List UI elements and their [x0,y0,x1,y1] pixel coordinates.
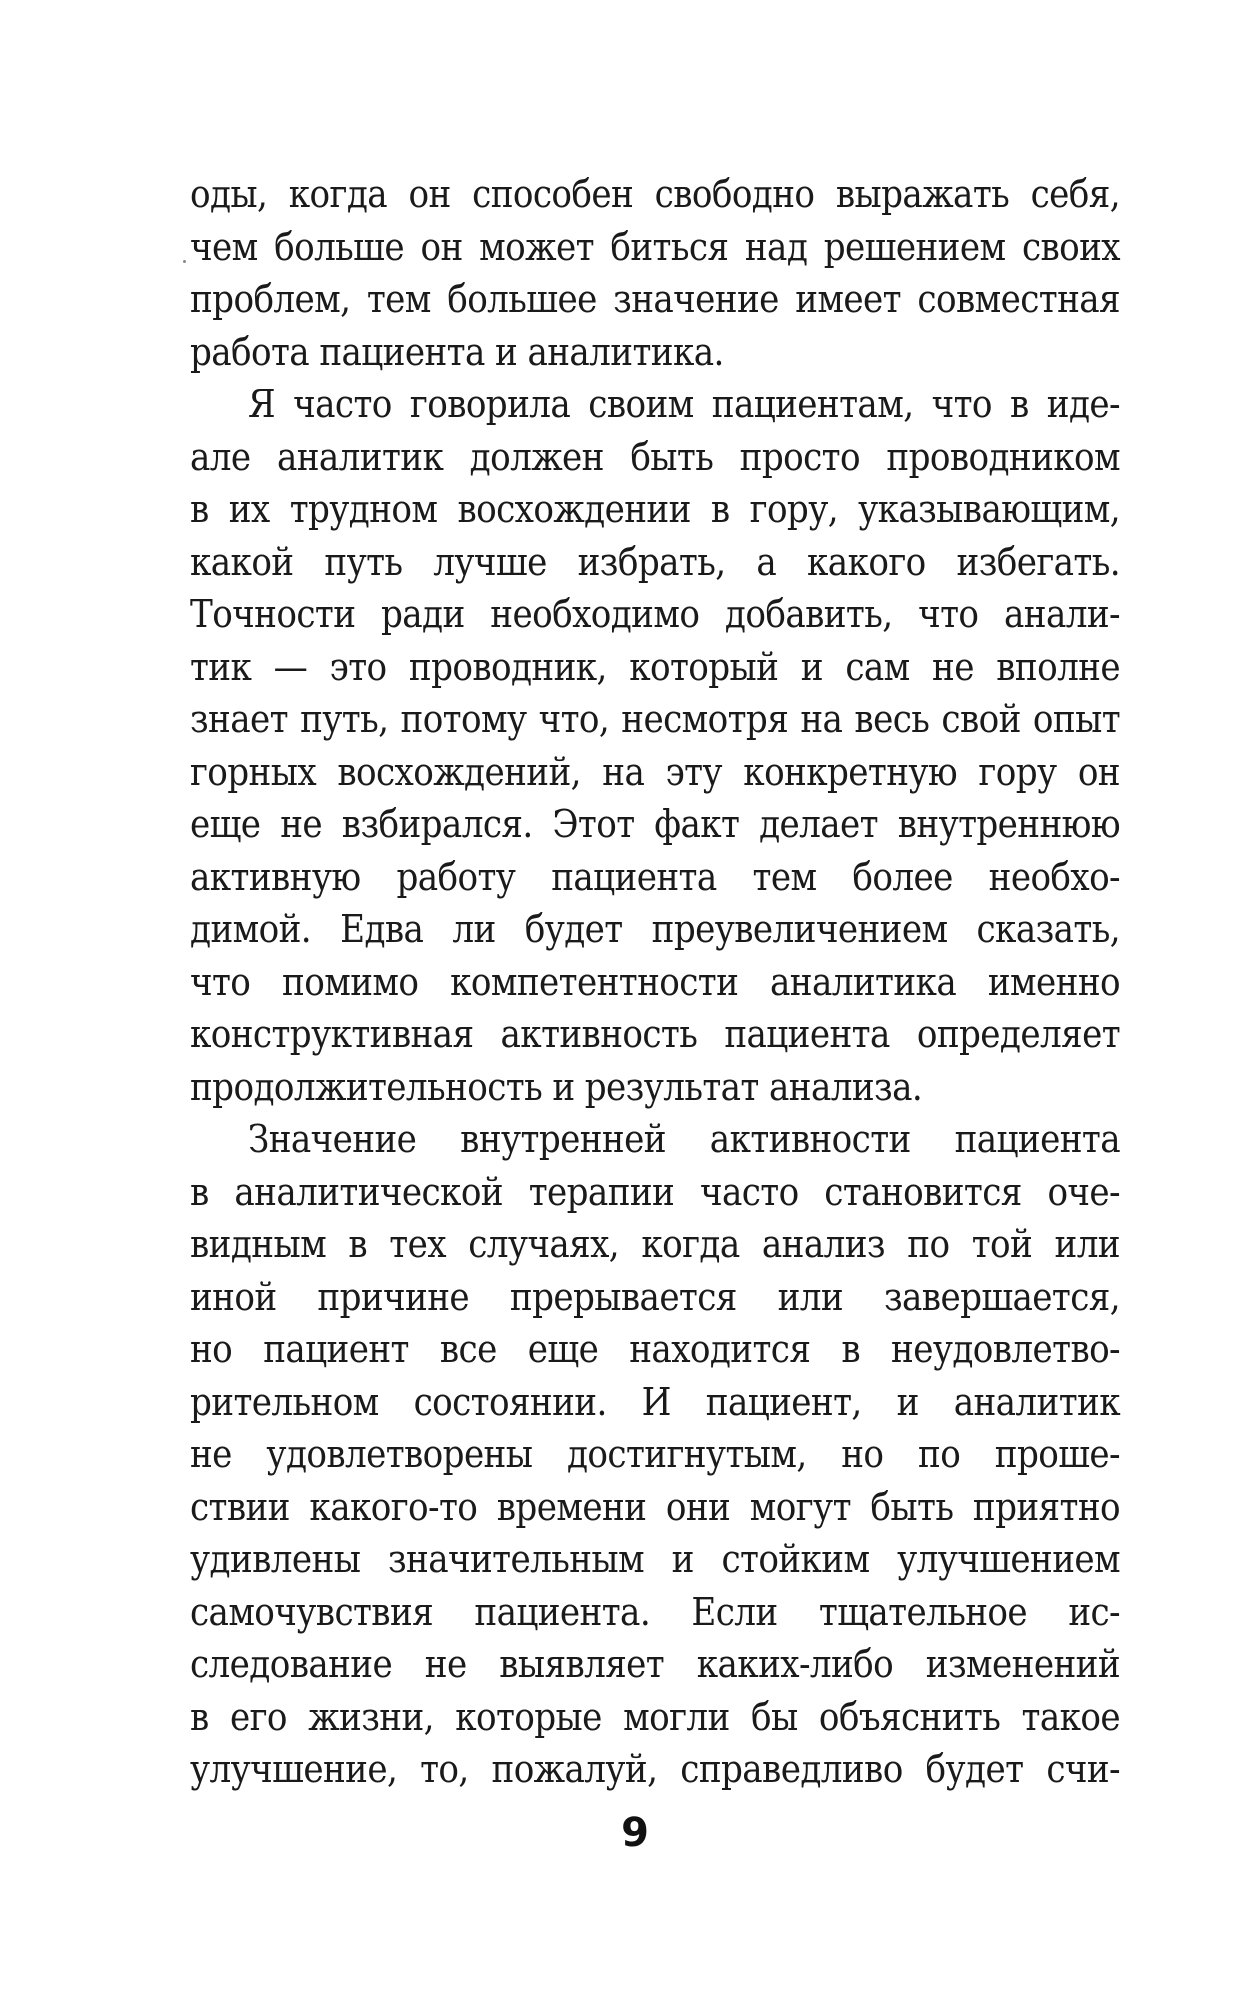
body-text [190,168,1120,1796]
text-line: ствии какого-то времени они могут быть приятно [190,1484,1120,1529]
scan-speck [183,260,186,263]
text-line: димой. Едва ли будет преувеличением сказать, [190,907,1120,951]
text-line: активную работу пациента тем более необхо- [190,854,1120,899]
text-line: горных восхождений, на эту конкретную гору он [190,749,1120,794]
text-line: что помимо компетентности аналитика именно [190,959,1120,1004]
text-line: но пациент все еще находится в неудовлетво- [190,1327,1120,1371]
text-line: тик — это проводник, который и сам не вполне [190,644,1120,689]
text-line: конструктивная активность пациента определяет [190,1012,1120,1056]
text-line: видным в тех случаях, когда анализ по той или [190,1222,1120,1266]
text-line: иной причине прерывается или завершается, [190,1274,1120,1319]
text-line: еще не взбирался. Этот факт делает внутреннюю [190,802,1120,846]
text-line: работа пациента и аналитика. [190,329,724,374]
text-line: продолжительность и результат анализа. [190,1064,923,1109]
text-line: следование не выявляет каких-либо изменений [190,1642,1120,1686]
text-line: какой путь лучше избрать, а какого избегать. [190,539,1120,584]
text-line: в аналитической терапии часто становится оче- [190,1169,1120,1214]
text-line: Значение внутренней активности пациента [248,1117,1120,1161]
text-line: в их трудном восхождении в гору, указывающим, [190,487,1120,531]
text-line: рительном состоянии. И пациент, и аналитик [190,1379,1120,1424]
text-line: улучшение, то, пожалуй, справедливо будет счи- [190,1747,1120,1791]
text-line: самочувствия пациента. Если тщательное ис- [190,1589,1120,1634]
text-line: проблем, тем большее значение имеет совместная [190,277,1120,321]
text-line: знает путь, потому что, несмотря на весь свой опыт [190,697,1120,741]
text-line: не удовлетворены достигнутым, но по проше- [190,1432,1120,1476]
text-line: в его жизни, которые могли бы объяснить такое [190,1694,1120,1739]
page-number: 9 [621,1810,649,1856]
text-line: чем больше он может биться над решением своих [190,224,1120,269]
text-line: удивлены значительным и стойким улучшением [190,1537,1120,1581]
text-line: оды, когда он способен свободно выражать себя, [190,172,1120,216]
text-line: Я часто говорила своим пациентам, что в иде- [248,382,1120,426]
text-line: Точности ради необходимо добавить, что анали- [190,592,1120,636]
text-line: але аналитик должен быть просто проводником [190,434,1120,479]
